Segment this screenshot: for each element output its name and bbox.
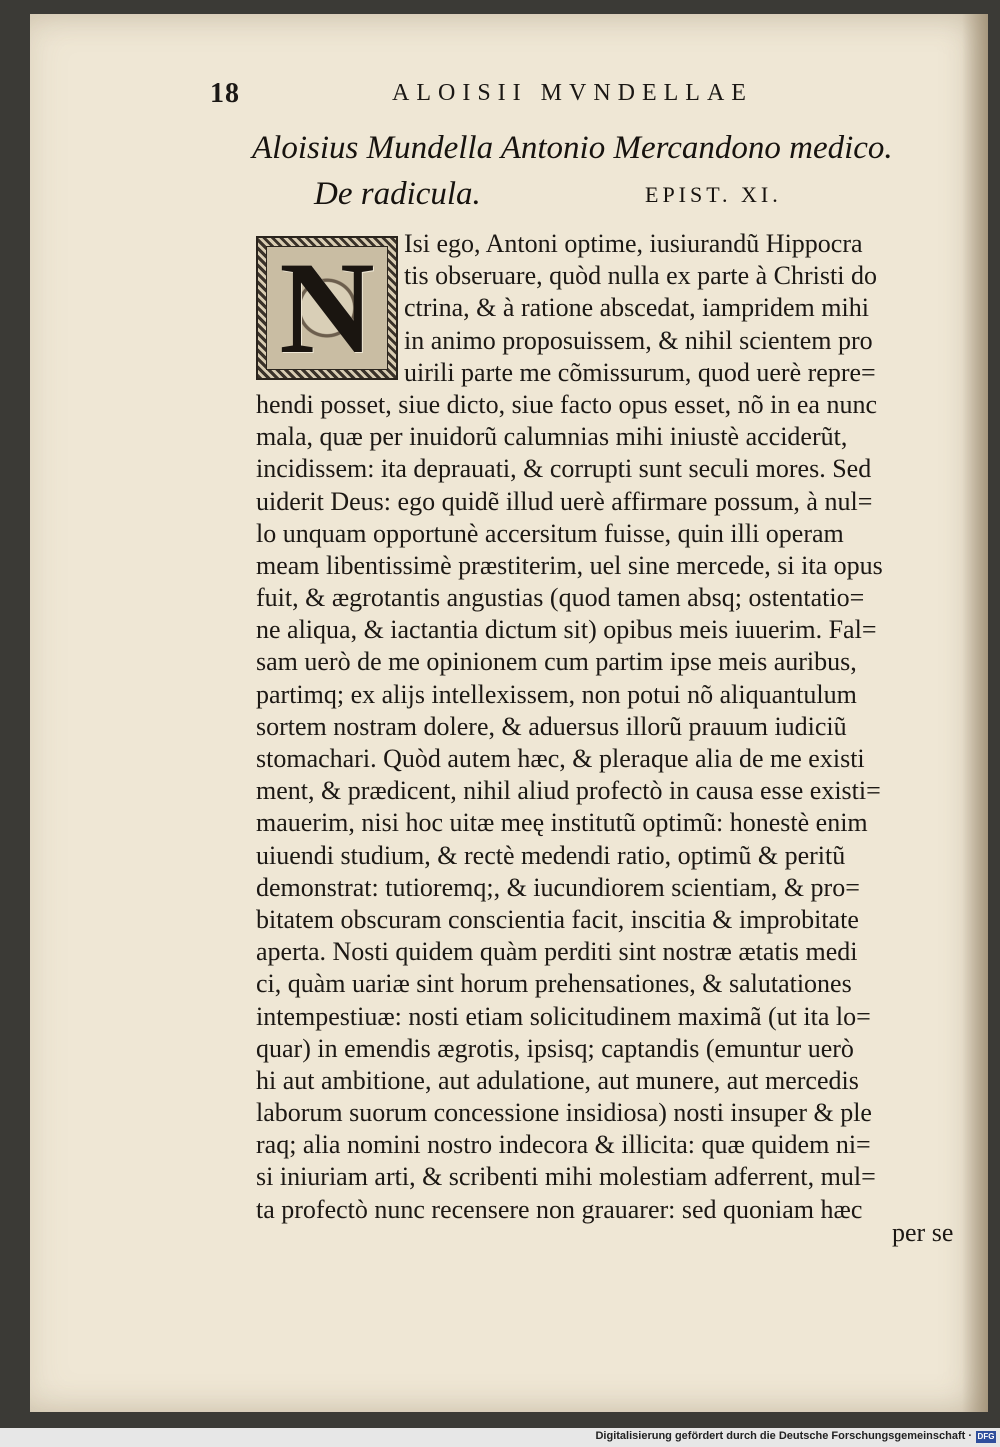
body-line: tis obseruare, quòd nulla ex parte à Christi do [404,261,877,291]
initial-letter: N [279,234,375,381]
body-line: ne aliqua, & iactantia dictum sit) opibus meis iuuerim. Fal= [256,615,877,645]
body-line: stomachari. Quòd autem hæc, & pleraque alia de me existi [256,744,865,773]
body-line: uiuendi studium, & rectè medendi ratio, optimũ & peritũ [256,840,846,870]
body-text [256,228,958,1226]
page-edge-shadow [962,14,988,1412]
body-line: incidissem: ita deprauati, & corrupti sunt seculi mores. Sed [256,454,872,484]
body-line: sortem nostram dolere, & aduersus illorũ prauum iudiciũ [256,711,847,741]
body-line: hi aut ambitione, aut adulatione, aut munere, aut mercedis [256,1065,859,1095]
dfg-logo: DFG [977,1432,995,1441]
letter-heading-line1: Aloisius Mundella Antonio Mercandono medico. [252,130,893,166]
body-line: uirili parte me cõmissurum, quod uerè repre= [404,357,876,387]
body-line: fuit, & ægrotantis angustias (quod tamen absq; ostentatio= [256,583,865,613]
body-line: lo unquam opportunè accersitum fuisse, quin illi operam [256,518,844,548]
body-line: ctrina, & à ratione abscedat, iampridem mihi [404,293,869,323]
body-line: uiderit Deus: ego quidẽ illud uerè affirmare possum, à nul= [256,486,873,516]
page-number: 18 [210,78,240,109]
body-line: intempestiuæ: nosti etiam solicitudinem maximã (ut ita lo= [256,1001,871,1031]
body-line: meam libentissimè præstiterim, uel sine mercede, si ita opus [256,550,883,580]
body-line: ta profectò nunc recensere non grauarer: sed quoniam hæc [256,1194,863,1224]
footer-credit: Digitalisierung gefördert durch die Deutsche Forschungsgemeinschaft · [595,1430,972,1442]
epistle-number: EPIST. XI. [645,182,782,207]
body-line: raq; alia nomini nostro indecora & illicita: quæ quidem ni= [256,1130,871,1160]
body-line: ci, quàm uariæ sint horum prehensationes, & salutationes [256,969,852,999]
footer-bar [0,1428,1000,1447]
running-head [210,72,830,112]
body-line: hendi posset, siue dicto, siue facto opus esset, nõ in ea nunc [256,389,877,419]
body-line: bitatem obscuram conscientia facit, inscitia & improbitate [256,904,859,934]
body-line: quar) in emendis ægrotis, ipsisq; captandis (emuntur uerò [256,1033,854,1063]
letter-heading-line2: De radicula. [314,176,481,212]
body-line: mala, quæ per inuidorũ calumnias mihi iniustè acciderũt, [256,422,848,452]
body-line: in animo proposuissem, & nihil scientem pro [404,325,873,355]
body-line: Isi ego, Antoni optime, iusiurandũ Hippocra [404,229,863,258]
body-line: sam uerò de me opinionem cum partim ipse meis auribus, [256,647,857,677]
body-line: si iniuriam arti, & scribenti mihi molestiam adferrent, mul= [256,1162,876,1192]
body-line: partimq; ex alijs intellexissem, non potui nõ aliquantulum [256,679,857,709]
body-line: ment, & prædicent, nihil aliud profectò in causa esse existi= [256,776,881,806]
body-line: laborum suorum concessione insidiosa) nosti insuper & ple [256,1098,872,1128]
body-line: mauerim, nisi hoc uitæ meę institutũ optimũ: honestè enim [256,808,868,838]
running-title: ALOISII MVNDELLAE [392,80,753,106]
catch-word: per se [892,1218,954,1247]
body-line: aperta. Nosti quidem quàm perditi sint nostræ ætatis medi [256,937,858,967]
body-line: demonstrat: tutioremq;, & iucundiorem scientiam, & pro= [256,872,860,902]
